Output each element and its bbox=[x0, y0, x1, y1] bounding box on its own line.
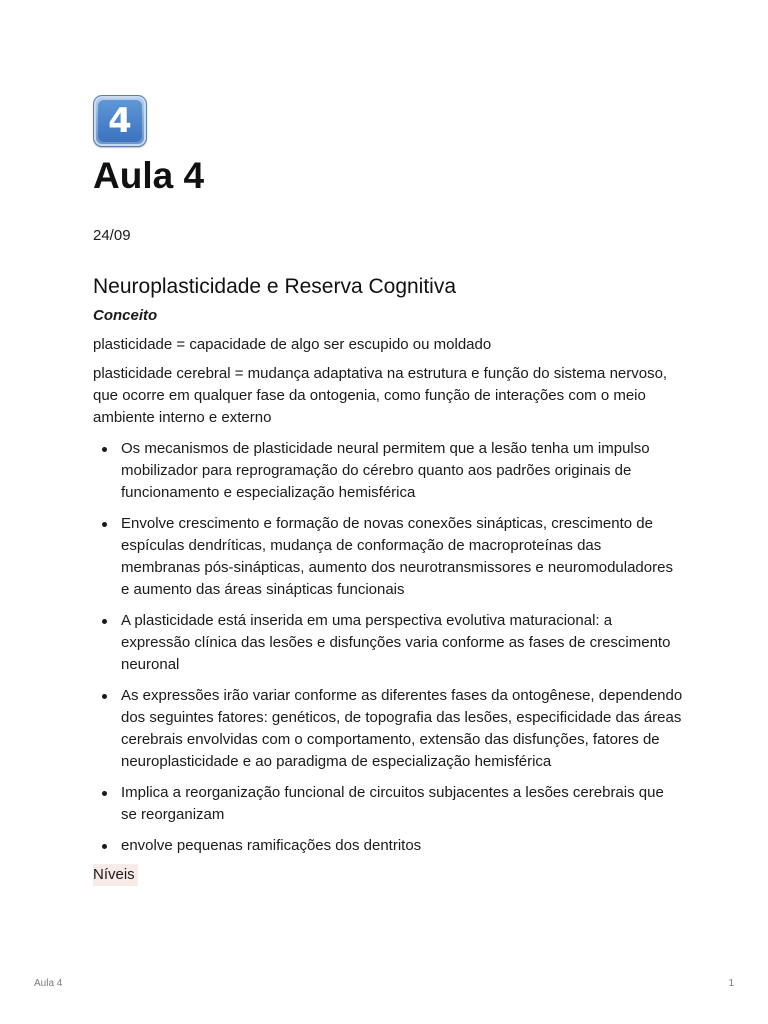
list-item-text: Implica a reorganização funcional de circuitos subjacentes a lesões cerebrais que se reorganizam bbox=[121, 784, 664, 823]
section-heading: Neuroplasticidade e Reserva Cognitiva bbox=[93, 275, 457, 298]
niveis-highlighted-label: Níveis bbox=[93, 864, 138, 886]
list-item bbox=[93, 782, 683, 826]
list-item bbox=[93, 835, 683, 857]
page-date: 24/09 bbox=[93, 227, 131, 244]
emoji-badge-digit: 4 bbox=[98, 100, 142, 142]
footer-page-title: Aula 4 bbox=[34, 978, 63, 989]
paragraph-definition-plasticidade-cerebral: plasticidade cerebral = mudança adaptativa na estrutura e função do sistema nervoso, que ocorre em qualquer fase da ontogenia, como função de interações com o meio ambiente interno e externo bbox=[93, 365, 668, 426]
list-item bbox=[93, 438, 683, 504]
paragraph-definition-plasticidade: plasticidade = capacidade de algo ser escupido ou moldado bbox=[93, 336, 492, 353]
bullet-dot-icon bbox=[102, 447, 107, 452]
section-subheading: Conceito bbox=[93, 307, 158, 324]
list-item-text: A plasticidade está inserida em uma perspectiva evolutiva maturacional: a expressão clínica das lesões e disfunções varia conforme as fases de crescimento neuronal bbox=[121, 612, 671, 673]
list-item-text: As expressões irão variar conforme as diferentes fases da ontogênese, dependendo dos seguintes fatores: genéticos, de topografia das lesões, especificidade das áreas cerebrais envolvidas com o comportamento, extensão das disfunções, fatores de neuroplasticidade e ao paradigma de especialização hemisférica bbox=[121, 687, 683, 770]
list-item bbox=[93, 610, 683, 676]
list-item-text: Envolve crescimento e formação de novas conexões sinápticas, crescimento de espículas dendríticas, mudança de conformação de macroproteínas das membranas pós-sinápticas, aumento dos neurotransmissores e neuromoduladores e aumento das áreas sinápticas funcionais bbox=[121, 515, 673, 598]
bullet-dot-icon bbox=[102, 522, 107, 527]
list-item bbox=[93, 513, 683, 601]
bullet-dot-icon bbox=[102, 844, 107, 849]
footer-page-number: 1 bbox=[728, 978, 734, 989]
keycap-4-emoji-icon bbox=[93, 95, 147, 147]
bullet-dot-icon bbox=[102, 791, 107, 796]
list-item-text: Os mecanismos de plasticidade neural permitem que a lesão tenha um impulso mobilizador para reprogramação do cérebro quanto aos padrões originais de funcionamento e especialização hemisférica bbox=[121, 440, 650, 501]
list-item-text: envolve pequenas ramificações dos dentritos bbox=[121, 837, 422, 854]
bullet-dot-icon bbox=[102, 694, 107, 699]
bullet-list bbox=[93, 438, 683, 857]
page-title: Aula 4 bbox=[93, 155, 205, 196]
page-content bbox=[93, 95, 683, 886]
list-item bbox=[93, 685, 683, 773]
bullet-dot-icon bbox=[102, 619, 107, 624]
